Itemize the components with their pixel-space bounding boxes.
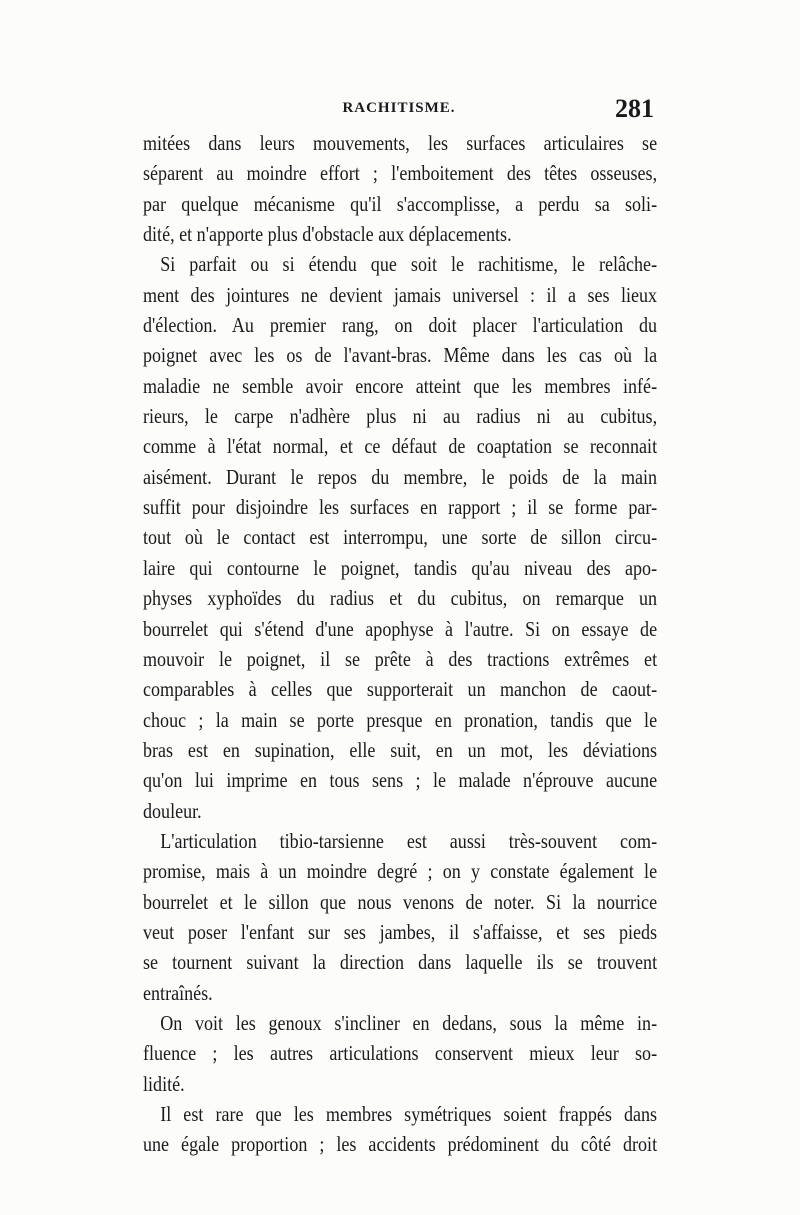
text-line: fluence ; les autres articulations conservent mieux leur so- bbox=[143, 1041, 658, 1066]
text-line: Il est rare que les membres symétriques soient frappés dans bbox=[160, 1102, 658, 1126]
page-number: 281 bbox=[615, 94, 654, 123]
text-line: mitées dans leurs mouvements, les surfaces articulaires se bbox=[143, 131, 658, 155]
running-head bbox=[140, 94, 658, 130]
text-line: par quelque mécanisme qu'il s'accomplisse, a perdu sa soli- bbox=[143, 191, 658, 216]
body-text bbox=[143, 128, 657, 1160]
text-line: séparent au moindre effort ; l'emboitement des têtes osseuses, bbox=[143, 161, 658, 186]
text-line: rieurs, le carpe n'adhère plus ni au radius ni au cubitus, bbox=[143, 404, 658, 429]
text-line: physes xyphoïdes du radius et du cubitus, on remarque un bbox=[143, 586, 658, 611]
text-line: promise, mais à un moindre degré ; on y constate également le bbox=[143, 859, 658, 884]
text-line: douleur. bbox=[143, 798, 202, 823]
running-title: RACHITISME. bbox=[342, 100, 456, 116]
text-line: qu'on lui imprime en tous sens ; le malade n'éprouve aucune bbox=[143, 768, 658, 793]
text-line: mouvoir le poignet, il se prête à des tractions extrêmes et bbox=[143, 646, 658, 671]
text-line: d'élection. Au premier rang, on doit placer l'articulation du bbox=[143, 313, 658, 338]
text-line: ment des jointures ne devient jamais universel : il a ses lieux bbox=[143, 282, 658, 307]
text-line: bourrelet et le sillon que nous venons de noter. Si la nourrice bbox=[143, 889, 658, 914]
text-line: Si parfait ou si étendu que soit le rachitisme, le relâche- bbox=[160, 252, 658, 277]
text-line: L'articulation tibio-tarsienne est aussi très-souvent com- bbox=[160, 828, 658, 853]
text-line: suffit pour disjoindre les surfaces en rapport ; il se forme par- bbox=[143, 495, 658, 520]
text-line: comme à l'état normal, et ce défaut de coaptation se reconnait bbox=[143, 434, 658, 459]
text-line: entraînés. bbox=[143, 980, 213, 1005]
text-line: bourrelet qui s'étend d'une apophyse à l'autre. Si on essaye de bbox=[143, 616, 658, 641]
text-line: lidité. bbox=[143, 1071, 185, 1096]
text-line: On voit les genoux s'incliner en dedans, sous la même in- bbox=[160, 1010, 658, 1035]
text-line: bras est en supination, elle suit, en un mot, les déviations bbox=[143, 737, 658, 762]
text-line: une égale proportion ; les accidents prédominent du côté droit bbox=[143, 1132, 658, 1157]
text-line: tout où le contact est interrompu, une sorte de sillon circu- bbox=[143, 525, 658, 550]
text-line: se tournent suivant la direction dans laquelle ils se trouvent bbox=[143, 950, 658, 975]
text-line: poignet avec les os de l'avant-bras. Même dans les cas où la bbox=[143, 343, 658, 368]
text-line: comparables à celles que supporterait un manchon de caout- bbox=[143, 677, 658, 702]
text-line: aisément. Durant le repos du membre, le poids de la main bbox=[143, 464, 658, 489]
text-line: dité, et n'apporte plus d'obstacle aux déplacements. bbox=[143, 222, 512, 247]
text-line: laire qui contourne le poignet, tandis qu'au niveau des apo- bbox=[143, 555, 658, 580]
text-line: veut poser l'enfant sur ses jambes, il s'affaisse, et ses pieds bbox=[143, 919, 658, 944]
text-line: maladie ne semble avoir encore atteint que les membres infé- bbox=[143, 373, 658, 398]
text-line: chouc ; la main se porte presque en pronation, tandis que le bbox=[143, 707, 658, 732]
